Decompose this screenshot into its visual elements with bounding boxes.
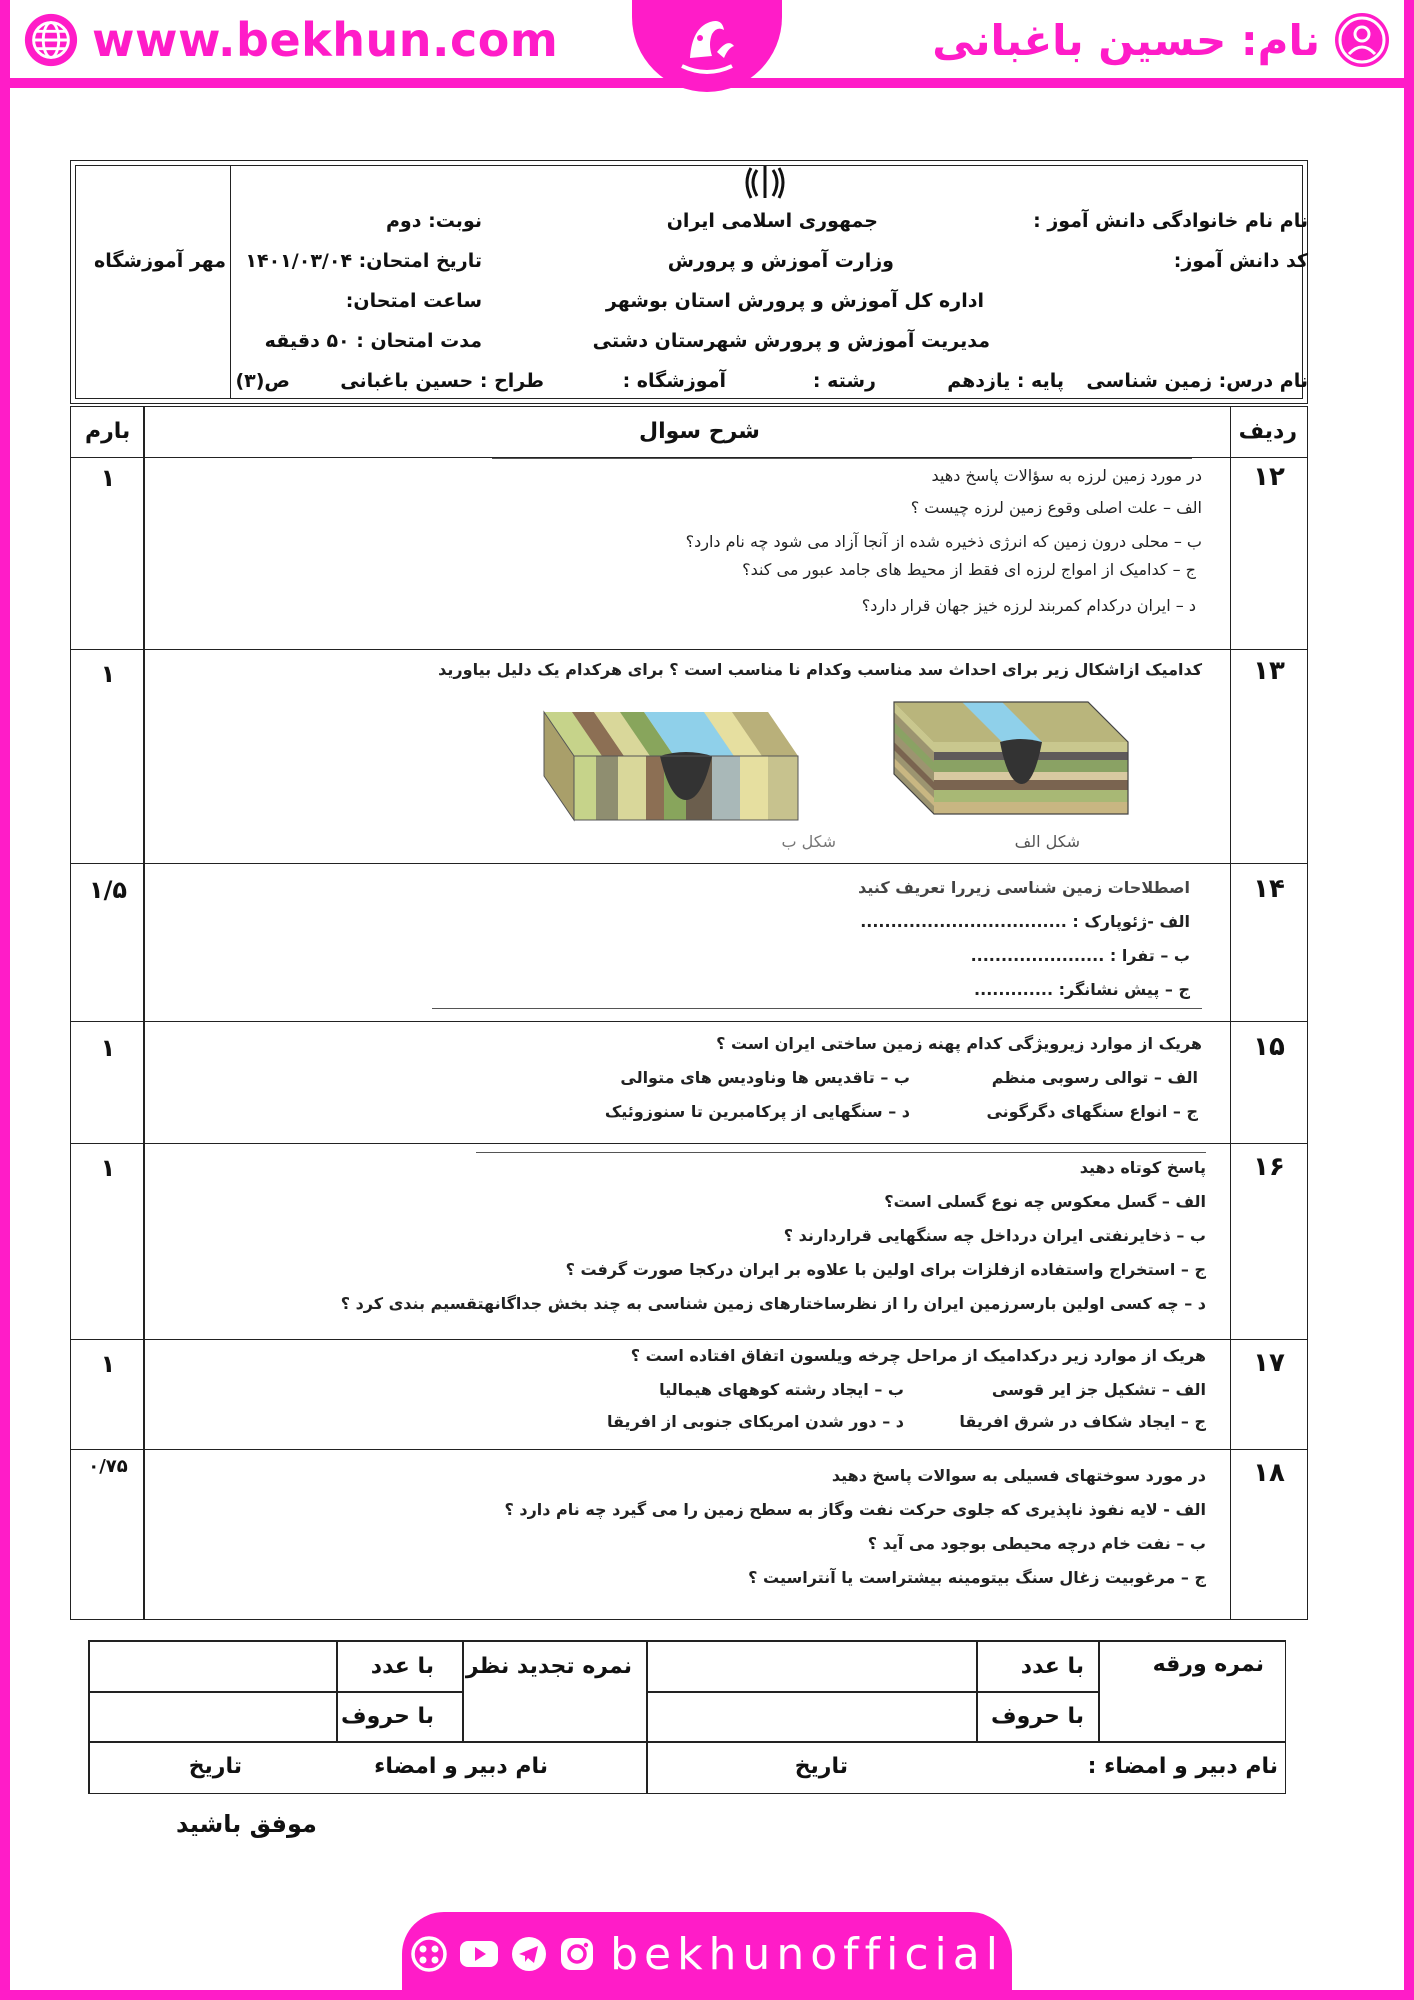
revisor-date-label: تاریخ (188, 1754, 242, 1779)
exam-header-inner (75, 165, 1303, 399)
revisor-sign-label: نام دبیر و امضاء (374, 1754, 548, 1779)
question-score: ۱ (100, 1350, 116, 1378)
social-footer[interactable] (402, 1912, 1012, 1996)
question-text: در مورد سوختهای فسیلی به سوالات پاسخ دهید (831, 1466, 1206, 1485)
revised-by-letters-label: با حروف (341, 1704, 434, 1729)
student-family-label: نام نام خانوادگی دانش آموز : (1033, 210, 1308, 232)
option: ج – ایجاد شکاف در شرق افریقا (959, 1412, 1206, 1431)
question-text: ب – تفرا : ...................... (970, 946, 1190, 965)
question-text: ج – استخراج واستفاده ازفلزات برای اولین با علاوه بر ایران درکجا صورت گرفت ؟ (565, 1260, 1206, 1279)
teacher-sign-label: نام دبیر و امضاء : (1087, 1754, 1278, 1779)
question-text: ب – محلی درون زمین که انرژی ذخیره شده از آنجا آزاد می شود چه نام دارد؟ (685, 532, 1202, 551)
question-text: د – چه کسی اولین بارسرزمین ایران را از نظرساختارهای زمین شناسی به چند بخش جداگانهتقسیم بندی کرد ؟ (340, 1294, 1206, 1313)
row-column-divider (1230, 407, 1232, 1619)
question-text: ب – نفت خام درچه محیطی بوجود می آید ؟ (867, 1534, 1206, 1553)
field-label: رشته : (812, 370, 876, 392)
youtube-icon[interactable] (458, 1935, 500, 1973)
divider (432, 1008, 1202, 1009)
revised-score-label: نمره تجدید نظر (465, 1654, 632, 1679)
option: الف – تشکیل جز ایر قوسی (991, 1380, 1206, 1399)
aparat-icon[interactable] (410, 1935, 448, 1973)
question-text: الف - لایه نفوذ ناپذیری که جلوی حرکت نفت وگاز به سطح زمین را می گیرد چه نام دارد ؟ (504, 1500, 1206, 1519)
school-label: آموزشگاه : (622, 370, 726, 392)
revisor-sign-cell (89, 1742, 647, 1794)
question-number: ۱۶ (1253, 1152, 1285, 1182)
paper-score-label: نمره ورقه (1152, 1652, 1264, 1677)
question-score: ۱ (100, 1154, 116, 1182)
county-office-title: مدیریت آموزش و پرورش شهرستان دشتی (592, 330, 990, 352)
table-row-divider (71, 1449, 1307, 1450)
table-row-divider (71, 649, 1307, 650)
figure-b-caption: شکل ب (781, 832, 836, 851)
option: ب – تاقدیس ها وناودیس های متوالی (620, 1068, 910, 1087)
logo-icon (662, 8, 752, 84)
exam-duration: مدت امتحان : ۵۰ دقیقه (264, 330, 482, 352)
table-row-divider (71, 863, 1307, 864)
by-number-label: با عدد (1020, 1654, 1084, 1679)
instagram-icon[interactable] (558, 1935, 596, 1973)
question-score: ۱ (100, 464, 116, 492)
question-text: هریک از موارد زیرویژگی کدام پهنه زمین ساختی ایران است ؟ (716, 1034, 1202, 1053)
revised-number-value (89, 1641, 337, 1692)
globe-icon (22, 11, 80, 69)
social-handle: bekhunofficial (610, 1928, 1004, 1980)
exam-time: ساعت امتحان: (345, 290, 482, 312)
school-stamp-label: مهر آموزشگاه (94, 250, 226, 272)
question-text: ج – مرغوبیت زغال سنگ بیتومینه بیشتراست یا آنتراسیت ؟ (748, 1568, 1206, 1587)
question-number: ۱۸ (1253, 1458, 1285, 1488)
table-row-divider (71, 1021, 1307, 1022)
table-row-divider (71, 1143, 1307, 1144)
revised-by-number-label: با عدد (370, 1654, 434, 1679)
iran-emblem-icon (741, 162, 789, 202)
question-score: ۱ (100, 660, 116, 688)
student-name-badge (932, 10, 1392, 70)
option: د – دور شدن امریکای جنوبی از افریقا (607, 1412, 904, 1431)
figure-a-dam-site (892, 696, 1132, 816)
paper-number-value (647, 1641, 977, 1692)
school-stamp-box (76, 166, 231, 398)
ministry-title: وزارت آموزش و پرورش (667, 250, 894, 272)
exam-header (70, 160, 1308, 404)
question-score: ۱/۵ (88, 876, 128, 904)
header-score: بارم (85, 419, 131, 444)
course-label: نام درس: زمین شناسی (1086, 370, 1308, 392)
figure-a-caption: شکل الف (1014, 832, 1080, 851)
page-number: ص(۳) (235, 370, 290, 392)
question-score: ۰/۷۵ (88, 1456, 128, 1477)
header-question: شرح سوال (639, 419, 760, 444)
website-link[interactable] (22, 10, 558, 70)
good-luck-text: موفق باشید (176, 1810, 317, 1838)
question-text: ج – کدامیک از امواج لرزه ای فقط از محیط های جامد عبور می کند؟ (742, 560, 1196, 579)
exam-turn: نوبت: دوم (386, 210, 482, 232)
option: د – سنگهایی از پرکامبرین تا سنوزوئیک (604, 1102, 910, 1121)
question-text: الف – گسل معکوس چه نوع گسلی است؟ (884, 1192, 1206, 1211)
question-text: الف – علت اصلی وقوع زمین لرزه چیست ؟ (910, 498, 1202, 517)
question-text: کدامیک ازاشکال زیر برای احداث سد مناسب وکدام نا مناسب است ؟ برای هرکدام یک دلیل بیاورید (438, 660, 1202, 679)
question-text: د – ایران درکدام کمربند لرزه خیز جهان قرار دارد؟ (861, 596, 1196, 615)
question-text: ب – ذخایرنفتی ایران درداخل چه سنگهایی قراردارند ؟ (783, 1226, 1206, 1245)
question-score: ۱ (100, 1034, 116, 1062)
option: ج – انواع سنگهای دگرگونی (986, 1102, 1198, 1121)
exam-date: تاریخ امتحان: ۱۴۰۱/۰۳/۰۴ (245, 250, 482, 272)
option: ب – ایجاد رشته کوههای هیمالیا (659, 1380, 904, 1399)
by-letters-label: با حروف (991, 1704, 1084, 1729)
divider (492, 458, 1192, 459)
revised-letters-value (89, 1692, 337, 1742)
question-number: ۱۵ (1253, 1032, 1285, 1062)
paper-letters-value (647, 1692, 977, 1742)
date-label: تاریخ (794, 1754, 848, 1779)
question-number: ۱۳ (1253, 656, 1285, 686)
question-number: ۱۲ (1253, 462, 1285, 492)
question-text: الف -ژئوپارک : .................................. (860, 912, 1190, 931)
questions-table (70, 406, 1308, 1620)
question-number: ۱۴ (1253, 874, 1285, 904)
option: الف – توالی رسوبی منظم (991, 1068, 1198, 1087)
designer-label: طراح : حسین باغبانی (340, 370, 544, 392)
question-text: اصطلاحات زمین شناسی زیررا تعریف کنید (858, 878, 1190, 897)
score-column-divider (143, 407, 145, 1619)
province-office-title: اداره کل آموزش و پرورش استان بوشهر (605, 290, 984, 312)
divider (476, 1152, 1206, 1153)
figure-b-dam-site (536, 704, 806, 824)
question-text: پاسخ کوتاه دهید (1079, 1158, 1206, 1177)
website-url: www.bekhun.com (92, 13, 559, 67)
question-text: هریک از موارد زیر درکدامیک از مراحل چرخه ویلسون اتفاق افتاده است ؟ (630, 1346, 1206, 1365)
question-text: در مورد زمین لرزه به سؤالات پاسخ دهید (931, 466, 1202, 485)
header-row: ردیف (1238, 419, 1297, 444)
table-row-divider (71, 1339, 1307, 1340)
student-name: نام: حسین باغبانی (932, 15, 1320, 65)
republic-title: جمهوری اسلامی ایران (666, 210, 878, 232)
user-icon (1332, 10, 1392, 70)
grade-label: پایه : یازدهم (947, 370, 1064, 392)
telegram-icon[interactable] (510, 1935, 548, 1973)
student-code-label: کد دانش آموز: (1173, 250, 1308, 272)
question-text: ج – پیش نشانگر: ............. (974, 980, 1190, 999)
question-number: ۱۷ (1253, 1348, 1285, 1378)
